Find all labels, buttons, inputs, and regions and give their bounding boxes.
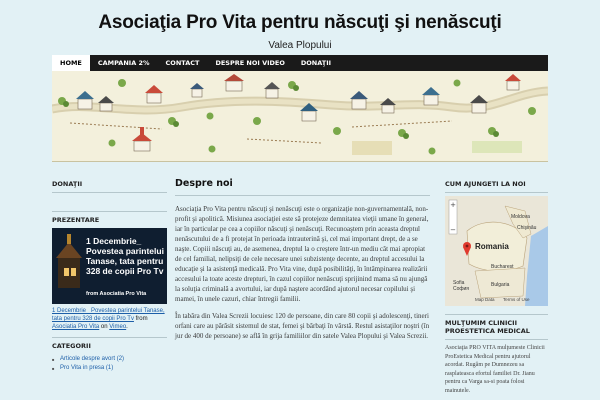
video-link[interactable]: 1 Decembrie_ Povestea parintelui Tanase, tata pentru 328 de copii Pro Tv [52, 308, 165, 322]
widget-title-clinic: MULŢUMIM CLINICII PROESTETICA MEDICAL [445, 319, 530, 335]
main-navigation [52, 55, 548, 71]
paragraph: Asociaţia Pro Vita pentru născuţi şi nenăscuţi este o organizaţie non-guvernamentală, non-profit şi apolitică. Misiunea asociaţiei este să protejeze demnitatea vieţii umane în general, iar în particular pe cea a copiilor născuţi şi nenăscuţi. Recunoaştem prin aceasta dreptul nenăscutului de a fi protejat în perioada intrauterină şi, cel mai important drept, de a se naşte. Copiii născuţi au, de asemenea, dreptul la o creştere într-un mediu cât mai apropiat de cel familial, nelipsiţi de cele necesare unei subzistenţe decente, au dreptul accesului la educaţie şi la asistenţă medicală. Pro Vita vine, după posibilităţi, în întâmpinarea realizării accesului la toate aceste drepturi, în cazul copiilor nenăscuţi sprijinind mama să nu ajungă la soluţia criminală a avortului, iar după naştere acordând ajutorul necesar copilului şi mamei, în unele cazuri, chiar întregii familii. [175, 205, 429, 303]
map-label-bulgaria: Bulgaria [491, 282, 510, 288]
divider [175, 195, 430, 196]
category-item[interactable]: ■ Articole despre avort (2) [52, 355, 167, 364]
village-illustration [52, 71, 548, 162]
category-list [52, 355, 167, 373]
svg-text:+: + [450, 201, 456, 209]
nav-item-contact[interactable]: CONTACT [165, 59, 200, 67]
nav-item-campania[interactable]: CAMPANIA 2% [97, 59, 150, 67]
left-sidebar [52, 178, 167, 373]
video-source[interactable]: from Asociatia Pro Vita [86, 291, 147, 297]
map-data-link[interactable]: Map Data [475, 297, 495, 302]
widget-title-map: CUM AJUNGETI LA NOI [445, 180, 526, 188]
caption-on-text: on [99, 324, 110, 330]
video-caption [52, 307, 167, 331]
vimeo-link[interactable]: Vimeo [109, 324, 127, 330]
divider [445, 314, 548, 315]
main-content [175, 178, 430, 348]
map-label-moldova: Moldova [511, 214, 530, 220]
divider [445, 192, 548, 193]
paragraph: În tabăra din Valea Screzii locuiesc 120 de persoane, din care 80 copii şi adolescenţi, tineri orfani care au părăsit sistemul de stat, femei şi bărbaţi în vârstă. Restul asistaţilor noştri (în jur de 400 de persoane) se află în grija familiilor din satele Valea Plopului şi Valea Screzii. [175, 312, 430, 340]
site-title[interactable]: Asociaţia Pro Vita pentru născuţi şi nenăscuţi [98, 12, 502, 33]
map-label-romania: Romania [475, 242, 509, 251]
divider [52, 211, 167, 212]
widget-title-prezentare: PREZENTARE [52, 216, 100, 224]
site-tagline: Valea Plopului [268, 40, 332, 51]
divider [445, 339, 548, 340]
widget-title-categorii: CATEGORII [52, 342, 91, 350]
donatii-widget-body [52, 195, 167, 209]
map-label-chisinau: Chişinău [517, 225, 537, 231]
nav-item-donatii[interactable]: DONAŢII [300, 59, 332, 67]
video-player[interactable] [52, 228, 167, 304]
map-terms-link[interactable]: Terms of Use [503, 297, 530, 302]
video-author-link[interactable]: Asociatia Pro Vita [52, 324, 100, 330]
right-sidebar [445, 178, 548, 395]
nav-item-home[interactable]: HOME [52, 55, 90, 71]
header-banner-village-illustration [52, 71, 548, 162]
clinic-thanks-text: Asociaţia PRO VITA mulţumeste Clinicii ProEstetica Medical pentru ajutorul acordat. Rugăm pe Dumnezeu sa rasplateasca efortul familiei Dr. Jianu pentru ca Varga sa-si poata folosi mainutele. [445, 345, 545, 394]
page-heading: Despre noi [175, 178, 233, 189]
map-label-bucharest: Bucharest [491, 264, 514, 270]
widget-title-donatii: DONAŢII [52, 180, 83, 188]
divider [52, 337, 167, 338]
nav-item-despre-noi-video[interactable]: DESPRE NOI VIDEO [215, 59, 285, 67]
category-item[interactable]: ■ Pro Vita in presa (1) [52, 364, 167, 373]
caption-end: . [126, 324, 128, 330]
divider [52, 192, 167, 193]
video-title[interactable]: 1 Decembrie_ Povestea parintelui Tanase, tata pentru 328 de copii Pro Tv [86, 236, 164, 276]
caption-from-text: from [133, 316, 148, 322]
svg-text:−: − [450, 226, 456, 234]
map-label-sofia: Sofia София [453, 280, 470, 292]
google-map[interactable] [445, 196, 548, 306]
